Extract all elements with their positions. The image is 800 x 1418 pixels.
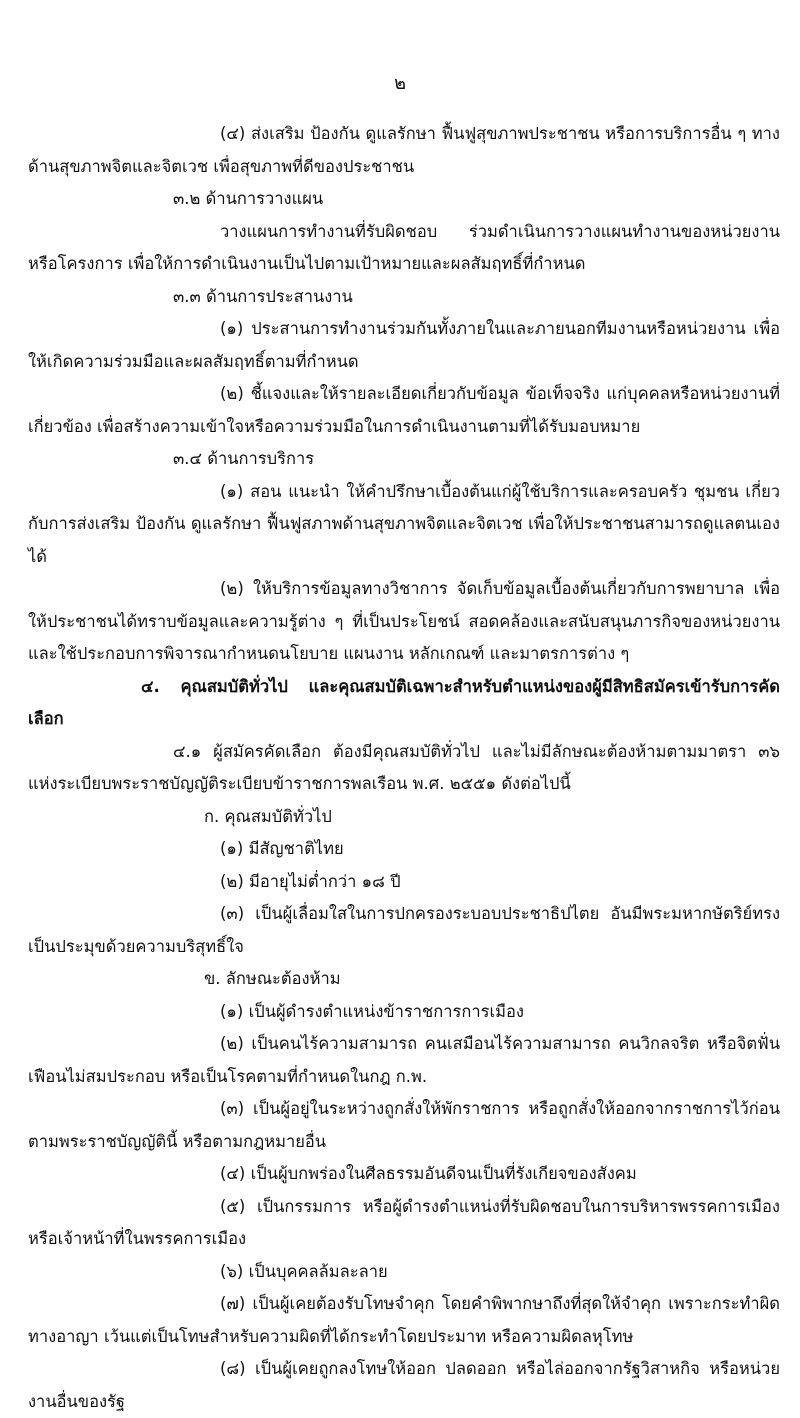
paragraph: (๒) ให้บริการข้อมูลทางวิชาการ จัดเก็บข้อมูลเบื้องต้นเกี่ยวกับการพยาบาล เพื่อให้ประชาชนได้ทราบข้อมูลและความรู้ต่าง ๆ ที่เป็นประโยชน์ สอดคล้องและสนับสนุนภารกิจของหน่วยงาน และใช้ประกอบการพิจารณากำหนดนโยบาย แผนงาน หลักเกณฑ์ และมาตรการต่าง ๆ	[28, 579, 780, 663]
section-heading: ๔. คุณสมบัติทั่วไป และคุณสมบัติเฉพาะสำหรับตำแหน่งของผู้มีสิทธิสมัครเข้ารับการคัดเลือก	[28, 676, 780, 728]
paragraph: (๒) ชี้แจงและให้รายละเอียดเกี่ยวกับข้อมูล ข้อเท็จจริง แก่บุคคลหรือหน่วยงานที่เกี่ยวข้อง เพื่อสร้างความเข้าใจหรือความร่วมมือในการดำเนินงานตามที่ได้รับมอบหมาย	[28, 384, 780, 436]
paragraph: (๔) เป็นผู้บกพร่องในศีลธรรมอันดีจนเป็นที่รังเกียจของสังคม	[220, 1164, 637, 1183]
paragraph: (๗) เป็นผู้เคยต้องรับโทษจำคุก โดยคำพิพากษาถึงที่สุดให้จำคุก เพราะกระทำผิดทางอาญา เว้นแต่เป็นโทษสำหรับความผิดที่ได้กระทำโดยประมาท หรือความผิดลหุโทษ	[28, 1294, 780, 1346]
paragraph: (๑) สอน แนะนำ ให้คำปรึกษาเบื้องต้นแก่ผู้ใช้บริการและครอบครัว ชุมชน เกี่ยวกับการส่งเสริม ป้องกัน ดูแลรักษา ฟื้นฟูสภาพด้านสุขภาพจิตและจิตเวช เพื่อให้ประชาชนสามารถดูแลตนเองได้	[28, 481, 780, 566]
paragraph: ๓.๔ ด้านการบริการ	[173, 449, 315, 468]
paragraph: ๓.๓ ด้านการประสานงาน	[173, 286, 353, 306]
paragraph: (๔) ส่งเสริม ป้องกัน ดูแลรักษา ฟื้นฟูสุขภาพประชาชน หรือการบริการอื่น ๆ ทางด้านสุขภาพจิตและจิตเวช เพื่อสุขภาพที่ดีของประชาชน	[28, 124, 780, 176]
paragraph: (๑) ประสานการทำงานร่วมกันทั้งภายในและภายนอกทีมงานหรือหน่วยงาน เพื่อให้เกิดความร่วมมือและผลสัมฤทธิ์ตามที่กำหนด	[28, 319, 780, 371]
paragraph: (๘) เป็นผู้เคยถูกลงโทษให้ออก ปลดออก หรือไล่ออกจากรัฐวิสาหกิจ หรือหน่วยงานอื่นของรัฐ	[28, 1359, 780, 1411]
paragraph: (๖) เป็นบุคคลล้มละลาย	[220, 1261, 388, 1281]
paragraph: (๓) เป็นผู้อยู่ในระหว่างถูกสั่งให้พักราชการ หรือถูกสั่งให้ออกจากราชการไว้ก่อนตามพระราชบัญญัตินี้ หรือตามกฎหมายอื่น	[28, 1099, 780, 1151]
document-body	[28, 118, 780, 1418]
paragraph: ข. ลักษณะต้องห้าม	[204, 969, 341, 988]
page-number: ๒	[394, 73, 406, 94]
paragraph: (๕) เป็นกรรมการ หรือผู้ดำรงตำแหน่งที่รับผิดชอบในการบริหารพรรคการเมือง หรือเจ้าหน้าที่ในพรรคการเมือง	[28, 1196, 780, 1248]
paragraph: วางแผนการทำงานที่รับผิดชอบ ร่วมดำเนินการวางแผนทำงานของหน่วยงาน หรือโครงการ เพื่อให้การดำเนินงานเป็นไปตามเป้าหมายและผลสัมฤทธิ์ที่กำหนด	[28, 221, 780, 273]
paragraph: (๑) เป็นผู้ดำรงตำแหน่งข้าราชการการเมือง	[220, 1001, 524, 1021]
paragraph: ๓.๒ ด้านการวางแผน	[173, 189, 324, 208]
paragraph: ๔.๑ ผู้สมัครคัดเลือก ต้องมีคุณสมบัติทั่วไป และไม่มีลักษณะต้องห้ามตามมาตรา ๓๖ แห่งระเบียบพระราชบัญญัติระเบียบข้าราชการพลเรือน พ.ศ. ๒๕๕๑ ดังต่อไปนี้	[28, 741, 780, 793]
paragraph: (๑) มีสัญชาติไทย	[220, 839, 344, 858]
paragraph: (๓) เป็นผู้เลื่อมใสในการปกครองระบอบประชาธิปไตย อันมีพระมหากษัตริย์ทรงเป็นประมุขด้วยความบริสุทธิ์ใจ	[28, 904, 780, 956]
paragraph: ก. คุณสมบัติทั่วไป	[204, 806, 332, 826]
paragraph: (๒) เป็นคนไร้ความสามารถ คนเสมือนไร้ความสามารถ คนวิกลจริต หรือจิตฟั่นเฟือนไม่สมประกอบ หรือเป็นโรคตามที่กำหนดในกฎ ก.พ.	[28, 1034, 780, 1086]
paragraph: (๒) มีอายุไม่ต่ำกว่า ๑๘ ปี	[220, 871, 401, 891]
